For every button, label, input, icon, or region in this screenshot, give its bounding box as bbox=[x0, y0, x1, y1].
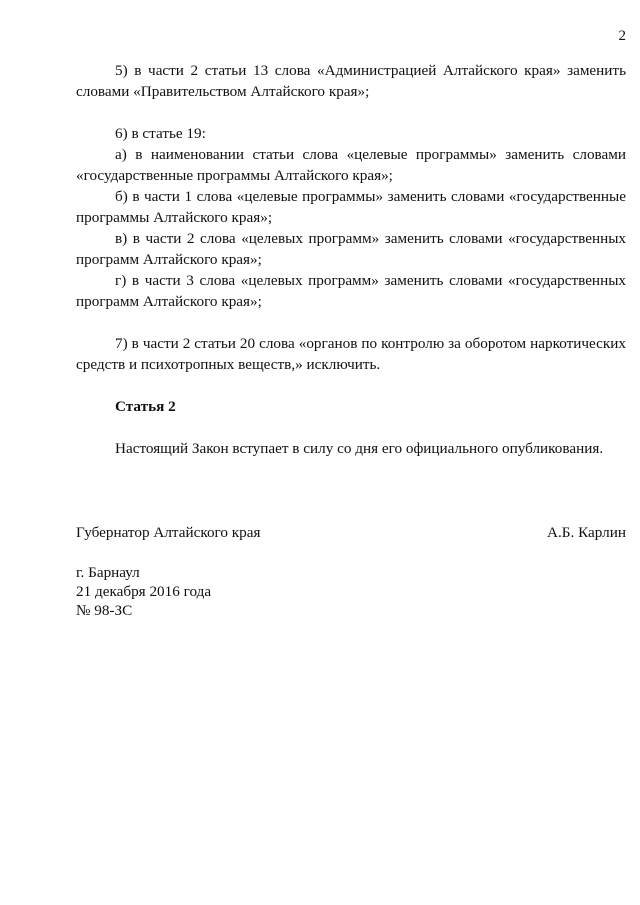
page-number: 2 bbox=[618, 28, 626, 44]
article-2-heading: Статья 2 bbox=[115, 398, 176, 415]
paragraph-item-6a: а) в наименовании статьи слова «целевые программы» заменить словами «государственные программы Алтайского края»; bbox=[76, 146, 626, 184]
paragraph-item-5: 5) в части 2 статьи 13 слова «Администрацией Алтайского края» заменить словами «Правительством Алтайского края»; bbox=[76, 62, 626, 100]
paragraph-item-6: 6) в статье 19: bbox=[115, 125, 206, 142]
law-date: 21 декабря 2016 года bbox=[76, 583, 212, 600]
document-body bbox=[76, 60, 626, 620]
law-number: № 98-ЗС bbox=[76, 602, 133, 619]
paragraph-item-7: 7) в части 2 статьи 20 слова «органов по контролю за оборотом наркотических средств и психотропных веществ,» исключить. bbox=[76, 335, 626, 373]
paragraph-item-6v: в) в части 2 слова «целевых программ» заменить словами «государственных программ Алтайского края»; bbox=[76, 230, 626, 268]
paragraph-item-6g: г) в части 3 слова «целевых программ» заменить словами «государственных программ Алтайского края»; bbox=[76, 272, 626, 310]
signatory-name: А.Б. Карлин bbox=[547, 524, 626, 541]
article-2-text: Настоящий Закон вступает в силу со дня его официального опубликования. bbox=[115, 440, 604, 457]
signatory-position: Губернатор Алтайского края bbox=[76, 524, 261, 541]
law-metadata bbox=[76, 563, 626, 620]
paragraph-item-6b: б) в части 1 слова «целевые программы» заменить словами «государственные программы Алтайского края»; bbox=[76, 188, 626, 226]
signature-block bbox=[76, 522, 626, 543]
law-city: г. Барнаул bbox=[76, 564, 140, 581]
